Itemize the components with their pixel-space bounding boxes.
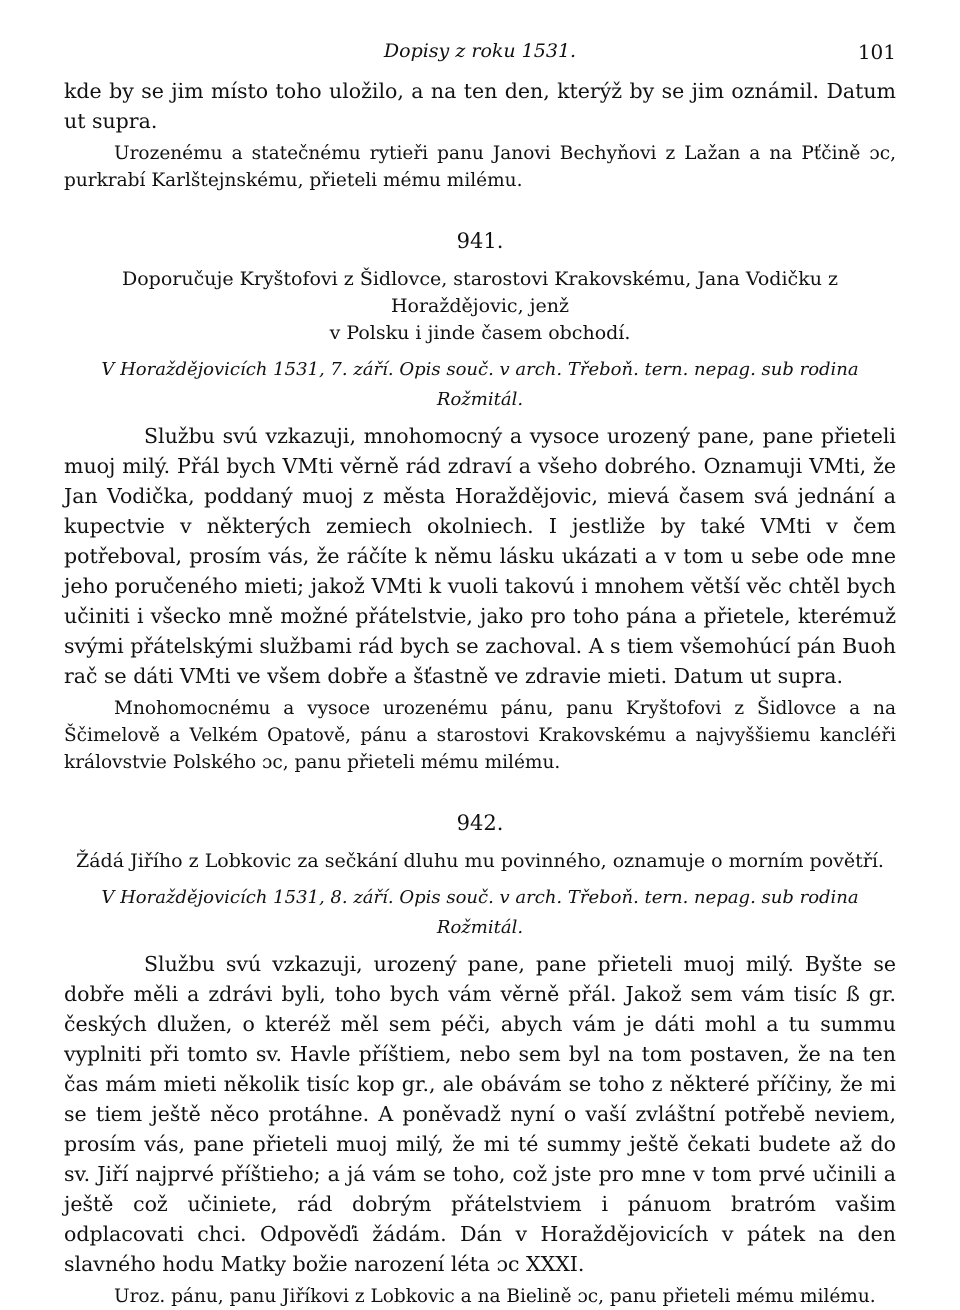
running-head: [64, 36, 896, 76]
letter-body: Službu svú vzkazuji, mnohomocný a vysoce urozený pane, pane přieteli muoj milý. Přál bych VMti věrně rád zdraví a všeho dobrého. Oznamuji VMti, že Jan Vodička, poddaný muoj z města Horaždějovic, mievá časem svá jednání a kupectvie v některých zemiech okolniech. I jestliže by také VMti v čem potřeboval, prosím vás, že ráčíte k němu lásku ukázati a v tom u sebe ode mne jeho poručeného mieti; jakož VMti k vuoli takovú i mnohem větší věc chtěl bych učiniti i všecko mně možné přátelstvie, jako pro toho pána a přietele, kterémuž svými přátelskými službami rád bych se zachoval. A s tiem všemohúcí pán Buoh rač se dáti VMti ve všem dobře a šťastně ve zdravie mieti. Datum ut supra.: [64, 424, 896, 688]
letter-address: Mnohomocnému a vysoce urozenému pánu, panu Kryštofovi z Šidlovce a na Ščimelově a Velkém Opatově, pánu a starostovi Krakovskému a najvyššiemu kancléři královstvie Polského ɔc, panu přieteli mému milému.: [64, 698, 896, 773]
letter-summary-line: Doporučuje Kryštofovi z Šidlovce, starostovi Krakovskému, Jana Vodičku z Horaždějovic, jenž: [121, 268, 838, 317]
letter-address: Uroz. pánu, panu Jiříkovi z Lobkovic a na Bielině ɔc, panu přieteli mému milému.: [114, 1286, 876, 1307]
document-page: [64, 36, 896, 1307]
letter-source: V Horaždějovicích 1531, 7. září. Opis souč. v arch. Třeboň. tern. nepag. sub rodina Rožmitál.: [101, 359, 859, 410]
previous-letter-ending: kde by se jim místo toho uložilo, a na ten den, kterýž by se jim oznámil. Datum ut supra.: [64, 79, 896, 133]
letter-941: [64, 226, 896, 776]
letter-summary-line: v Polsku i jinde časem obchodí.: [329, 322, 631, 344]
letter-source: V Horaždějovicích 1531, 8. září. Opis souč. v arch. Třeboň. tern. nepag. sub rodina Rožmitál.: [101, 887, 859, 938]
letter-summary: Žádá Jiřího z Lobkovic za sečkání dluhu mu povinného, oznamuje o morním povětří.: [76, 850, 884, 872]
letter-summary: [64, 266, 896, 347]
letter-number: 942.: [456, 811, 504, 835]
letter-number: 941.: [456, 229, 504, 253]
letter-body: Službu svú vzkazuji, urozený pane, pane přieteli muoj milý. Byšte se dobře měli a zdrávi byli, toho bych vám věrně přál. Jakož sem vám tisíc ß gr. českých dlužen, o kteréž měl sem péči, abych vám je dáti mohl a tu summu vyplniti při tomto sv. Havle příštiem, nebo sem byl na tom postaven, že na ten čas mám mieti několik tisíc kop gr., ale obávám se toho z některé příčiny, že mi se tiem ještě něco protáhne. A poněvadž nyní o vaší zvláštní potřebě neviem, prosím vás, pane přieteli muoj milý, že mi té summy ještě čekati budete až do sv. Jiří najprvé příštieho; a já vám se toho, což jste pro mne v tom prvé učinili a ještě což učiniete, rád dobrým přátelstviem i pánuom bratróm vašim odplacovati chci. Odpověďi žádám. Dán v Horaždějovicích v pátek na den slavného hodu Matky božie narození léta ɔc XXXI.: [64, 952, 896, 1276]
page-number: 101: [857, 40, 896, 64]
letter-942: [64, 808, 896, 1310]
running-title: Dopisy z roku 1531.: [383, 40, 577, 62]
previous-letter-address: Urozenému a statečnému rytieři panu Janovi Bechyňovi z Lažan a na Pťčině ɔc, purkrabí Karlštejnskému, přieteli mému milému.: [64, 143, 896, 191]
